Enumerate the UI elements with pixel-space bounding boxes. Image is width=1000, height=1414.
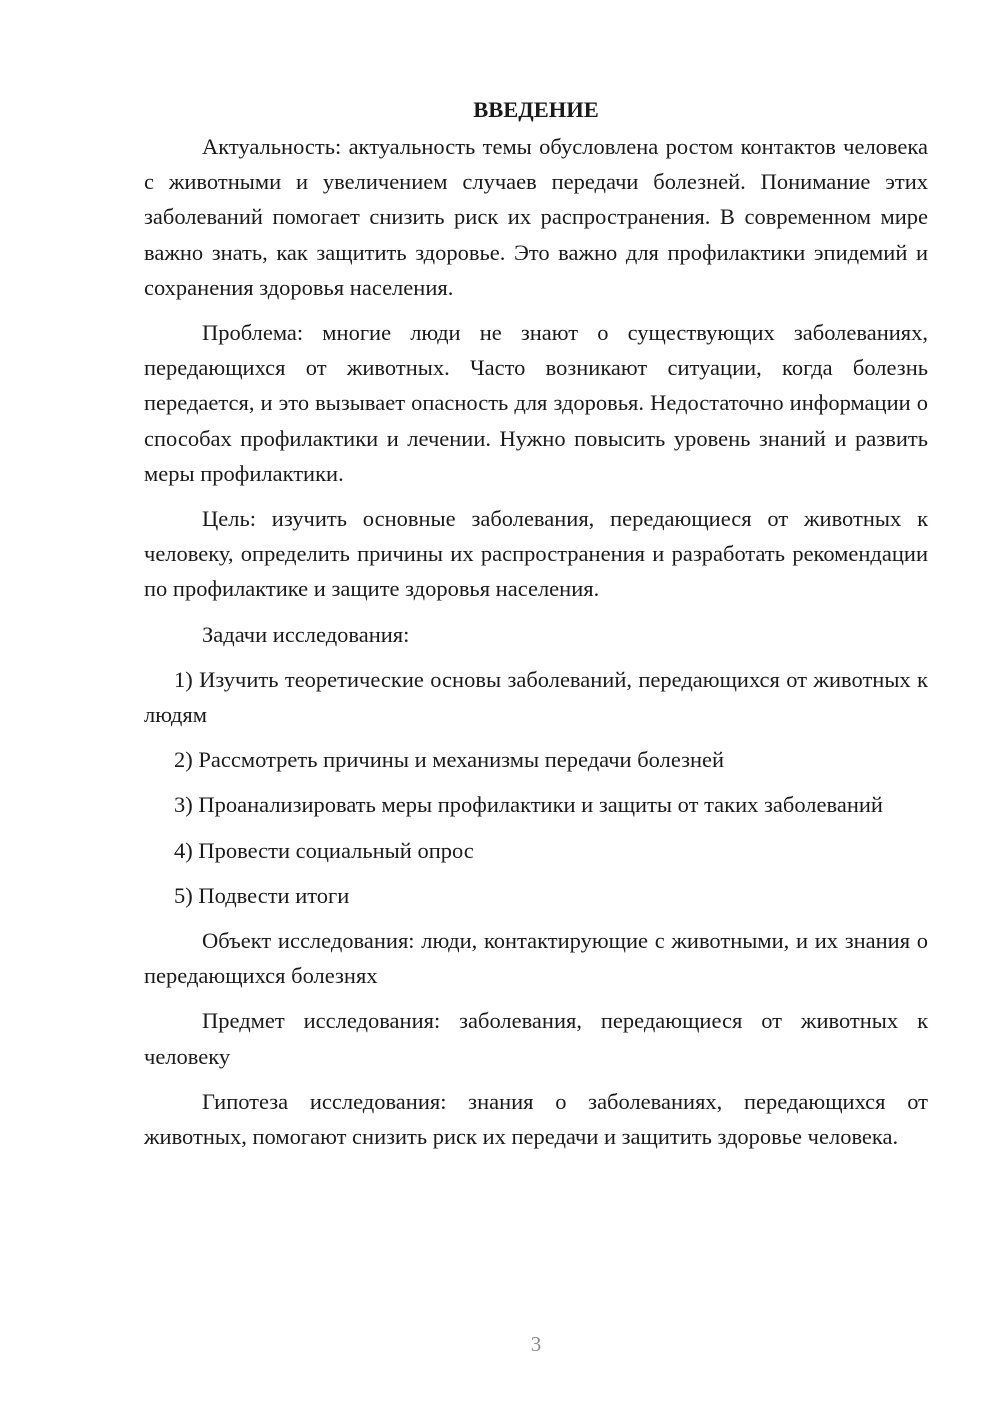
relevance-paragraph: Актуальность: актуальность темы обусловлена ростом контактов человека с животными и увеличением случаев передачи болезней. Понимание этих заболеваний помогает снизить риск их распространения. В современном мире важно знать, как защитить здоровье. Это важно для профилактики эпидемий и сохранения здоровья населения. (144, 134, 928, 300)
task-item: 5) Подвести итоги (174, 882, 350, 908)
section-title: ВВЕДЕНИЕ (473, 97, 599, 122)
problem-paragraph: Проблема: многие люди не знают о существующих заболеваниях, передающихся от животных. Часто возникают ситуации, когда болезнь передается, и это вызывает опасность для здоровья. Недостаточно информации о способах профилактики и лечении. Нужно повысить уровень знаний и развить меры профилактики. (144, 320, 928, 486)
task-item: 4) Провести социальный опрос (174, 837, 474, 863)
goal-paragraph: Цель: изучить основные заболевания, передающиеся от животных к человеку, определить причины их распространения и разработать рекомендации по профилактике и защите здоровья населения. (144, 506, 928, 602)
hypothesis-paragraph: Гипотеза исследования: знания о заболеваниях, передающихся от животных, помогают снизить риск их передачи и защитить здоровье человека. (144, 1088, 928, 1150)
tasks-heading: Задачи исследования: (202, 621, 410, 647)
task-item: 2) Рассмотреть причины и механизмы передачи болезней (174, 747, 725, 773)
document-page (144, 92, 928, 1164)
tasks-list (144, 662, 928, 913)
task-item: 1) Изучить теоретические основы заболеваний, передающихся от животных к людям (144, 666, 928, 728)
page-number: 3 (530, 1332, 542, 1356)
object-paragraph: Объект исследования: люди, контактирующие с животными, и их знания о передающихся болезнях (144, 928, 928, 989)
subject-paragraph: Предмет исследования: заболевания, передающиеся от животных к человеку (144, 1008, 928, 1069)
task-item: 3) Проанализировать меры профилактики и защиты от таких заболеваний (174, 792, 883, 818)
